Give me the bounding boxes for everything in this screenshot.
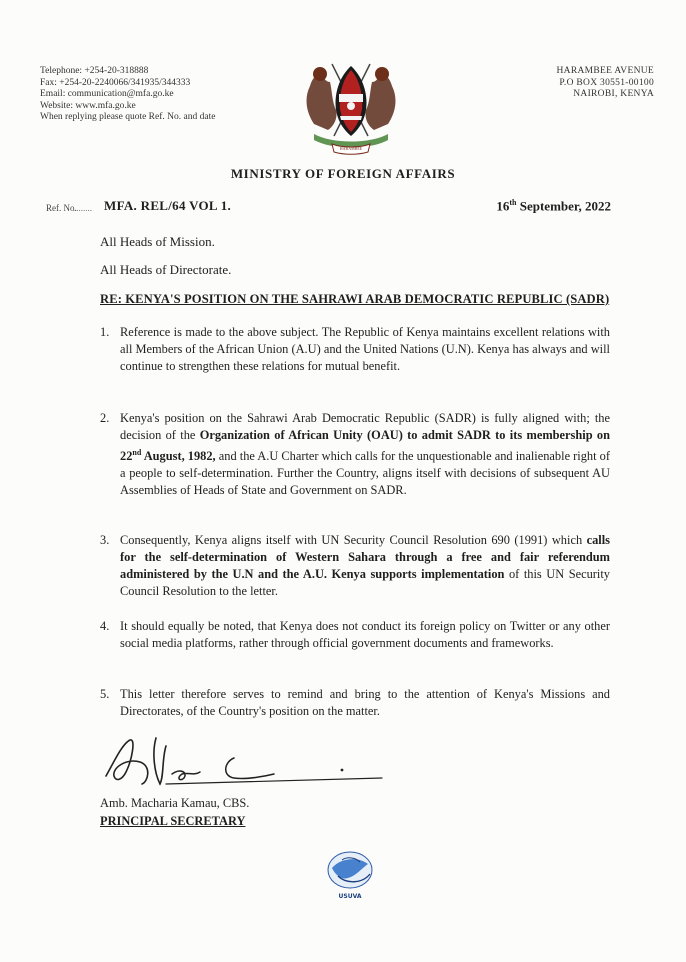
kenya-coat-of-arms-icon	[292, 54, 410, 158]
contact-fax: Fax: +254-20-2240066/341935/344333	[40, 77, 191, 88]
ref-number: MFA. REL/64 VOL 1.	[104, 198, 232, 213]
subject-line: RE: KENYA'S POSITION ON THE SAHRAWI ARAB DEMOCRATIC REPUBLIC (SADR)	[100, 292, 610, 306]
paragraph-number: 3.	[100, 533, 110, 547]
globe-logo-icon	[318, 846, 382, 902]
paragraph-1	[100, 324, 610, 375]
contact-block	[40, 66, 215, 124]
ministry-title: MINISTRY OF FOREIGN AFFAIRS	[230, 166, 456, 181]
ref-label: Ref. No.	[46, 203, 77, 213]
paragraph-number: 2.	[100, 411, 110, 425]
reference-row	[46, 198, 611, 216]
paragraph-text: This letter therefore serves to remind and bring to the attention of Kenya's Missions and Directorates, of the Country's position on the matter.	[120, 687, 610, 718]
signatory-name: Amb. Macharia Kamau, CBS.	[100, 796, 250, 810]
paragraph-3	[100, 532, 610, 600]
contact-website: Website: www.mfa.go.ke	[40, 100, 136, 111]
paragraph-text: Reference is made to the above subject. The Republic of Kenya maintains excellent relations with all Members of the African Union (A.U) and the United Nations (U.N). Kenya has always and will continue to strengthen these relations for mutual benefit.	[120, 325, 610, 373]
ref-dots: ........	[74, 203, 92, 213]
paragraph-2	[100, 410, 610, 499]
paragraph-5	[100, 686, 610, 720]
svg-text:USUVA: USUVA	[338, 893, 362, 900]
signatory-title: PRINCIPAL SECRETARY	[100, 814, 246, 828]
addressee-missions: All Heads of Mission.	[100, 234, 215, 249]
paragraph-text: Kenya's position on the Sahrawi Arab Democratic Republic (SADR) is fully aligned with; the decision of the Organization of African Unity (OAU) to admit SADR to its membership on 22nd August, 1982, and the A.U Charter which calls for the unquestionable and inalienable right of a people to self-determination. Further the Country, aligns itself with decisions of subsequent AU Assemblies of Heads of State and Government on SADR.	[120, 411, 611, 498]
addressee-directorates: All Heads of Directorate.	[100, 262, 232, 277]
handwritten-signature	[96, 732, 396, 792]
address-po-box: P.O BOX 30551-00100	[559, 77, 654, 88]
crest-motto: HARAMBEE	[339, 146, 363, 151]
contact-telephone: Telephone: +254-20-318888	[40, 66, 149, 76]
paragraph-number: 1.	[100, 325, 110, 339]
paragraph-text: Consequently, Kenya aligns itself with UN Security Council Resolution 690 (1991) which calls for the self-determination of Western Sahara through a free and fair referendum administered by the U.N and the A.U. Kenya supports implementation of this UN Security Council Resolution to the letter.	[120, 533, 610, 598]
paragraph-number: 4.	[100, 619, 110, 633]
paragraph-4	[100, 618, 610, 652]
letter-date: 16th September, 2022	[496, 198, 611, 214]
address-city: NAIROBI, KENYA	[573, 89, 654, 100]
paragraph-number: 5.	[100, 687, 110, 701]
address-block	[557, 66, 654, 101]
contact-reply-note: When replying please quote Ref. No. and date	[40, 112, 216, 123]
address-street: HARAMBEE AVENUE	[556, 66, 654, 76]
contact-email: Email: communication@mfa.go.ke	[40, 89, 174, 100]
paragraph-text: It should equally be noted, that Kenya does not conduct its foreign policy on Twitter or any other social media platforms, rather through official government documents and frameworks.	[120, 619, 610, 650]
